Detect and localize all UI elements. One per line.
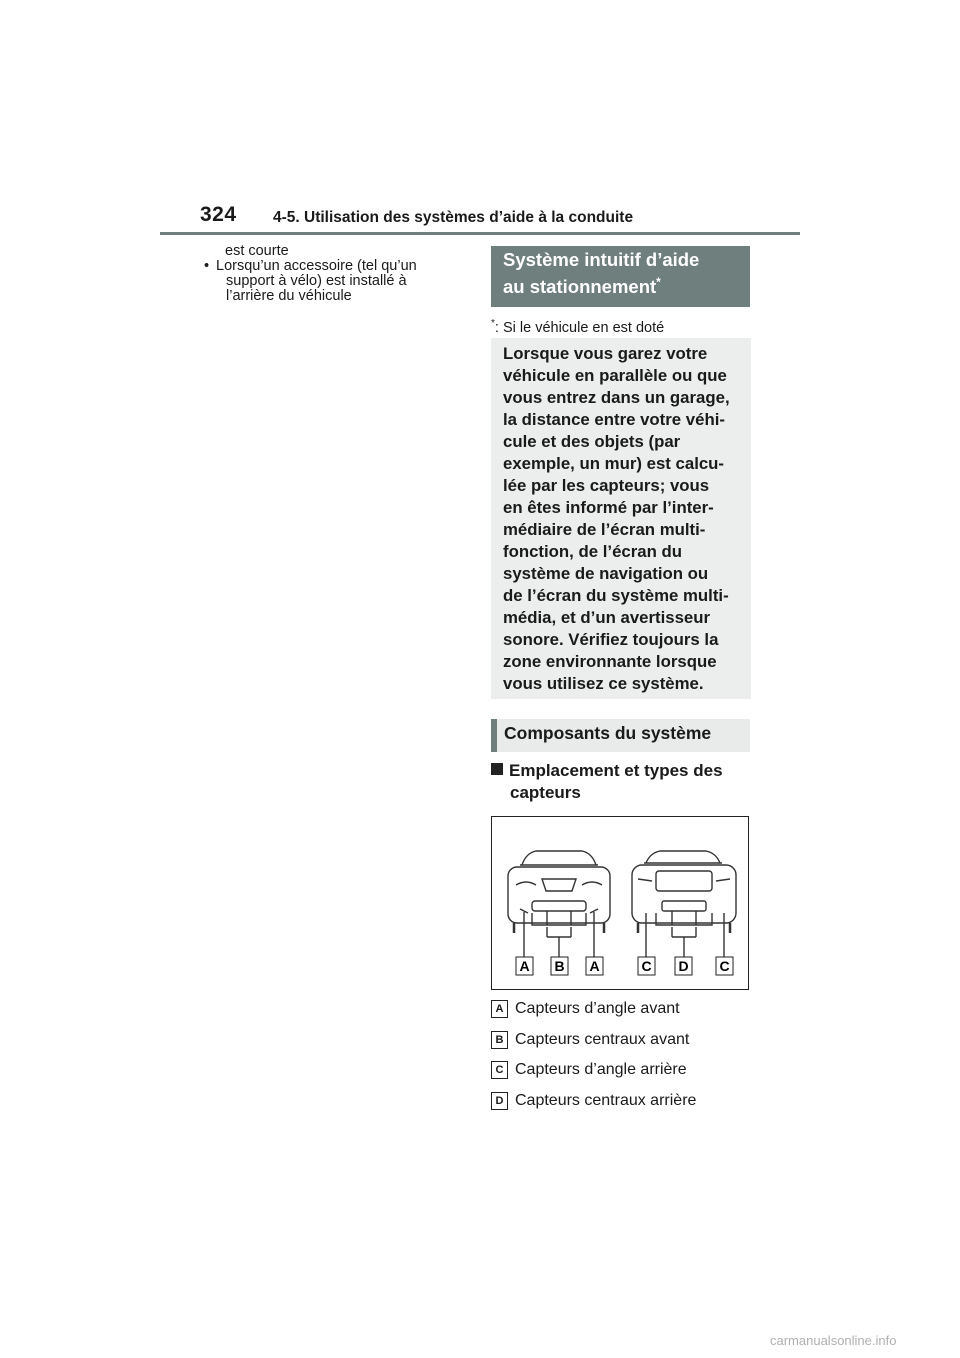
feature-title-box	[491, 246, 750, 307]
legend-text: Capteurs centraux avant	[515, 1031, 690, 1048]
legend-key: D	[491, 1092, 508, 1110]
intro-line: véhicule en parallèle ou que	[503, 366, 727, 385]
feature-title-line-2	[503, 275, 661, 298]
legend-text: Capteurs centraux arrière	[515, 1092, 697, 1109]
footnote	[491, 318, 664, 336]
legend-item-b	[491, 1031, 689, 1049]
feature-title-text: au stationnement	[503, 276, 657, 298]
intro-line: lée par les capteurs; vous	[503, 476, 710, 495]
figure-label: A	[589, 958, 600, 974]
figure-label: C	[641, 958, 652, 974]
intro-box	[491, 338, 751, 699]
intro-line: zone environnante lorsque	[503, 652, 717, 671]
figure-label: C	[719, 958, 730, 974]
bullet-line-3: l’arrière du véhicule	[226, 288, 352, 304]
components-heading-text: Composants du système	[504, 723, 712, 743]
intro-line: système de navigation ou	[503, 564, 709, 583]
subheading-line-1: Emplacement et types des	[509, 761, 723, 780]
legend-item-c	[491, 1061, 687, 1079]
figure-label: B	[554, 958, 565, 974]
intro-line: cule et des objets (par	[503, 432, 681, 451]
watermark: carmanualsonline.info	[770, 1333, 897, 1348]
legend-text: Capteurs d’angle avant	[515, 1000, 680, 1017]
intro-line: fonction, de l’écran du	[503, 542, 683, 561]
intro-line: la distance entre votre véhi-	[503, 410, 725, 429]
feature-title-line-1: Système intuitif d’aide	[503, 249, 700, 270]
intro-line: médiaire de l’écran multi-	[503, 520, 706, 539]
components-heading	[491, 719, 750, 752]
sensor-subheading	[491, 760, 723, 804]
bullet-line-1: Lorsqu’un accessoire (tel qu’un	[216, 258, 417, 274]
title-asterisk: *	[656, 275, 661, 289]
front-vehicle-icon	[508, 851, 610, 957]
sensor-location-figure	[491, 816, 749, 990]
intro-line: de l’écran du système multi-	[503, 586, 729, 605]
intro-line: vous entrez dans un garage,	[503, 388, 730, 407]
bullet-line-2: support à vélo) est installé à	[226, 273, 407, 289]
intro-line: Lorsque vous garez votre	[503, 344, 708, 363]
footnote-marker: *	[491, 318, 495, 329]
figure-label: D	[678, 958, 689, 974]
page-number: 324	[200, 203, 237, 226]
legend-item-d	[491, 1092, 696, 1110]
legend-item-a	[491, 1000, 680, 1018]
section-title: 4-5. Utilisation des systèmes d’aide à la conduite	[273, 209, 634, 226]
left-column	[202, 244, 452, 304]
footnote-text: : Si le véhicule en est doté	[494, 319, 665, 336]
intro-line: exemple, un mur) est calcu-	[503, 454, 725, 473]
intro-text	[503, 343, 748, 695]
figure-label: A	[519, 958, 530, 974]
intro-line: vous utilisez ce système.	[503, 674, 704, 693]
legend-key: C	[491, 1061, 508, 1079]
intro-line: sonore. Vérifiez toujours la	[503, 630, 719, 649]
legend-key: B	[491, 1031, 508, 1049]
continuation-text: est courte	[225, 243, 289, 259]
square-bullet-icon	[491, 763, 503, 775]
rear-vehicle-icon	[632, 851, 736, 957]
bullet-item	[202, 259, 452, 304]
legend-key: A	[491, 1000, 508, 1018]
subheading-line-2: capteurs	[510, 783, 581, 802]
intro-line: média, et d’un avertisseur	[503, 608, 711, 627]
vehicle-illustration	[492, 817, 748, 989]
header-rule	[160, 232, 800, 235]
bullet-dot: •	[204, 258, 210, 274]
intro-line: en êtes informé par l’inter-	[503, 498, 714, 517]
legend-text: Capteurs d’angle arrière	[515, 1061, 687, 1078]
